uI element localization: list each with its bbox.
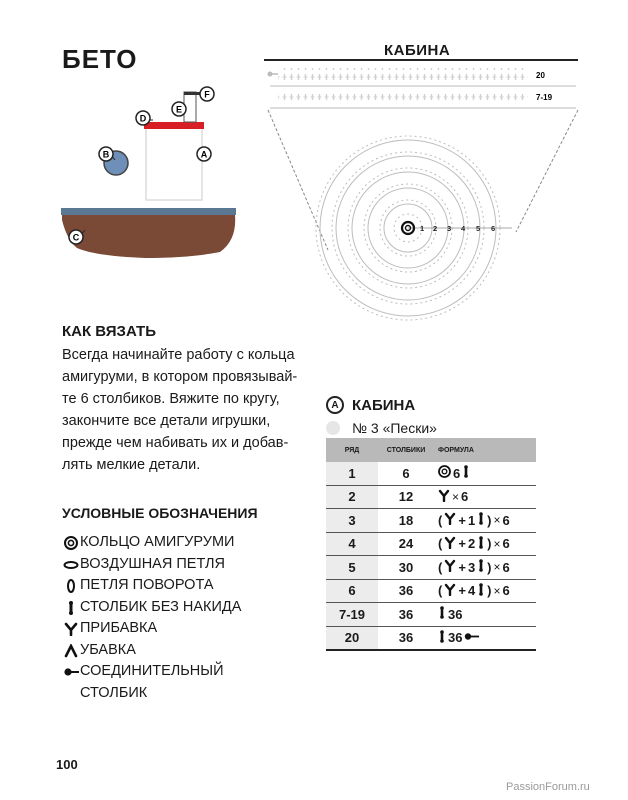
formula-token: 36 (448, 606, 463, 622)
legend-item-turning: ПЕТЛЯ ПОВОРОТА (62, 575, 312, 597)
formula-token: + (458, 559, 466, 575)
legend-item-sc: СТОЛБИК БЕЗ НАКИДА (62, 597, 312, 619)
svg-text:3: 3 (447, 224, 452, 233)
stitch-row-7-19 (278, 92, 528, 104)
cell-count: 36 (378, 579, 434, 603)
howto-heading: КАК ВЯЗАТЬ (62, 323, 156, 340)
formula-token: × (493, 513, 501, 528)
formula-token: 2 (467, 536, 476, 552)
legend-heading: УСЛОВНЫЕ ОБОЗНАЧЕНИЯ (62, 505, 258, 521)
cell-count: 30 (378, 556, 434, 580)
single-crochet-icon (438, 606, 446, 622)
col-header-count: СТОЛБИКИ (378, 438, 434, 462)
cell-formula (434, 485, 536, 509)
cell-formula (434, 462, 536, 485)
svg-text:C: C (72, 232, 80, 243)
cell-formula (434, 532, 536, 556)
cell-count: 24 (378, 532, 434, 556)
cabin-body (146, 128, 202, 200)
table-row (326, 532, 536, 556)
cell-count: 36 (378, 603, 434, 627)
cell-row: 4 (326, 532, 378, 556)
table-row (326, 485, 536, 509)
svg-text:1: 1 (420, 224, 425, 233)
stitch-row-20 (278, 68, 528, 80)
marker-f (200, 87, 214, 101)
row-label-7-19: 7-19 (536, 93, 553, 102)
formula-token: × (452, 489, 460, 504)
formula-token: 1 (467, 512, 476, 528)
formula-token: 6 (461, 489, 469, 505)
slip-stitch-icon (464, 630, 480, 646)
boat-hull (62, 215, 235, 258)
cell-formula (434, 509, 536, 533)
svg-text:6: 6 (491, 224, 496, 233)
legend-list (62, 532, 312, 704)
table-row (326, 603, 536, 627)
diagram-title-rule (264, 59, 578, 61)
svg-text:B: B (102, 149, 110, 160)
single-crochet-icon (477, 559, 485, 575)
cell-row: 20 (326, 626, 378, 650)
formula-token: ) (487, 559, 492, 575)
table-row (326, 509, 536, 533)
formula-token: ( (438, 583, 443, 599)
table-row (326, 626, 536, 650)
formula-token: × (493, 583, 501, 598)
legend-item-slip: СОЕДИНИТЕЛЬНЫЙ СТОЛБИК (62, 661, 312, 704)
formula-token: × (493, 560, 501, 575)
single-crochet-icon (462, 465, 470, 481)
formula-token: + (458, 512, 466, 528)
col-header-row: РЯД (326, 438, 378, 462)
formula-token: 3 (467, 559, 476, 575)
yarn-label: № 3 «Пески» (352, 420, 437, 436)
boat-deck (61, 208, 236, 215)
marker-a (197, 147, 211, 161)
single-crochet-icon (477, 583, 485, 599)
increase-icon (444, 559, 456, 575)
cell-row: 7-19 (326, 603, 378, 627)
cell-row: 2 (326, 485, 378, 509)
table-header-row (326, 438, 536, 462)
legend-item-magic-ring: КОЛЬЦО АМИГУРУМИ (62, 532, 312, 554)
svg-text:5: 5 (476, 224, 481, 233)
row-label-20: 20 (536, 71, 545, 80)
single-crochet-icon (438, 630, 446, 646)
turning-chain-icon (63, 579, 79, 593)
cell-row: 3 (326, 509, 378, 533)
legend-item-increase: ПРИБАВКА (62, 618, 312, 640)
pattern-table (326, 438, 536, 651)
table-row (326, 579, 536, 603)
cell-count: 36 (378, 626, 434, 650)
cell-formula (434, 603, 536, 627)
section-badge: A (326, 396, 344, 414)
formula-token: ) (487, 512, 492, 528)
svg-text:A: A (200, 149, 208, 160)
section-title: КАБИНА (352, 396, 416, 414)
increase-icon (444, 583, 456, 599)
formula-token: 6 (453, 465, 461, 481)
table-row (326, 462, 536, 485)
cell-count: 12 (378, 485, 434, 509)
formula-token: ) (487, 583, 492, 599)
decrease-icon (63, 644, 79, 658)
cabin-crochet-diagram (260, 62, 582, 330)
single-crochet-icon (477, 512, 485, 528)
cell-row: 6 (326, 579, 378, 603)
cell-formula (434, 626, 536, 650)
page-number: 100 (56, 757, 78, 772)
table-row (326, 556, 536, 580)
formula-token: 6 (502, 536, 510, 552)
cell-row: 1 (326, 462, 378, 485)
increase-icon (63, 622, 79, 636)
beto-illustration (55, 80, 245, 260)
col-header-formula: ФОРМУЛА (434, 438, 536, 462)
chain-stitch-icon (63, 558, 79, 572)
magic-ring-icon (63, 536, 79, 550)
slip-stitch-icon (63, 665, 79, 679)
legend-item-chain: ВОЗДУШНАЯ ПЕТЛЯ (62, 554, 312, 576)
increase-icon (444, 512, 456, 528)
cabin-roof (144, 122, 204, 129)
marker-b (99, 147, 113, 161)
legend-item-decrease: УБАВКА (62, 640, 312, 662)
svg-text:F: F (204, 89, 210, 100)
diagram-title: КАБИНА (384, 42, 451, 59)
formula-token: ( (438, 536, 443, 552)
formula-token: 6 (502, 512, 510, 528)
increase-icon (438, 489, 450, 505)
watermark: PassionForum.ru (506, 781, 590, 793)
yarn-info (326, 420, 437, 436)
formula-token: ( (438, 512, 443, 528)
cell-row: 5 (326, 556, 378, 580)
cell-count: 6 (378, 462, 434, 485)
svg-text:2: 2 (433, 224, 438, 233)
formula-token: 6 (502, 583, 510, 599)
svg-text:4: 4 (461, 224, 466, 233)
single-crochet-icon (63, 601, 79, 615)
formula-token: 4 (467, 583, 476, 599)
marker-c (69, 230, 83, 244)
yarn-color-swatch (326, 421, 340, 435)
formula-token: + (458, 583, 466, 599)
single-crochet-icon (477, 536, 485, 552)
increase-icon (444, 536, 456, 552)
magic-ring-icon (438, 465, 451, 481)
cell-formula (434, 556, 536, 580)
cell-formula (434, 579, 536, 603)
formula-token: 36 (448, 630, 463, 646)
formula-token: ( (438, 559, 443, 575)
howto-text: Всегда начинайте работу с кольца амигуруми, в котором провязывай- те 6 столбиков. Вяжите по кругу, закончите все детали игрушки, прежде чем набивать их и добав- лять мелкие детали. (62, 347, 298, 473)
svg-text:E: E (175, 104, 183, 115)
section-header (326, 396, 415, 414)
marker-d (136, 111, 150, 125)
formula-token: 6 (502, 559, 510, 575)
formula-token: + (458, 536, 466, 552)
page-title: БЕТО (62, 44, 138, 74)
cell-count: 18 (378, 509, 434, 533)
formula-token: × (493, 536, 501, 551)
marker-e (172, 102, 186, 116)
formula-token: ) (487, 536, 492, 552)
svg-text:D: D (139, 113, 147, 124)
